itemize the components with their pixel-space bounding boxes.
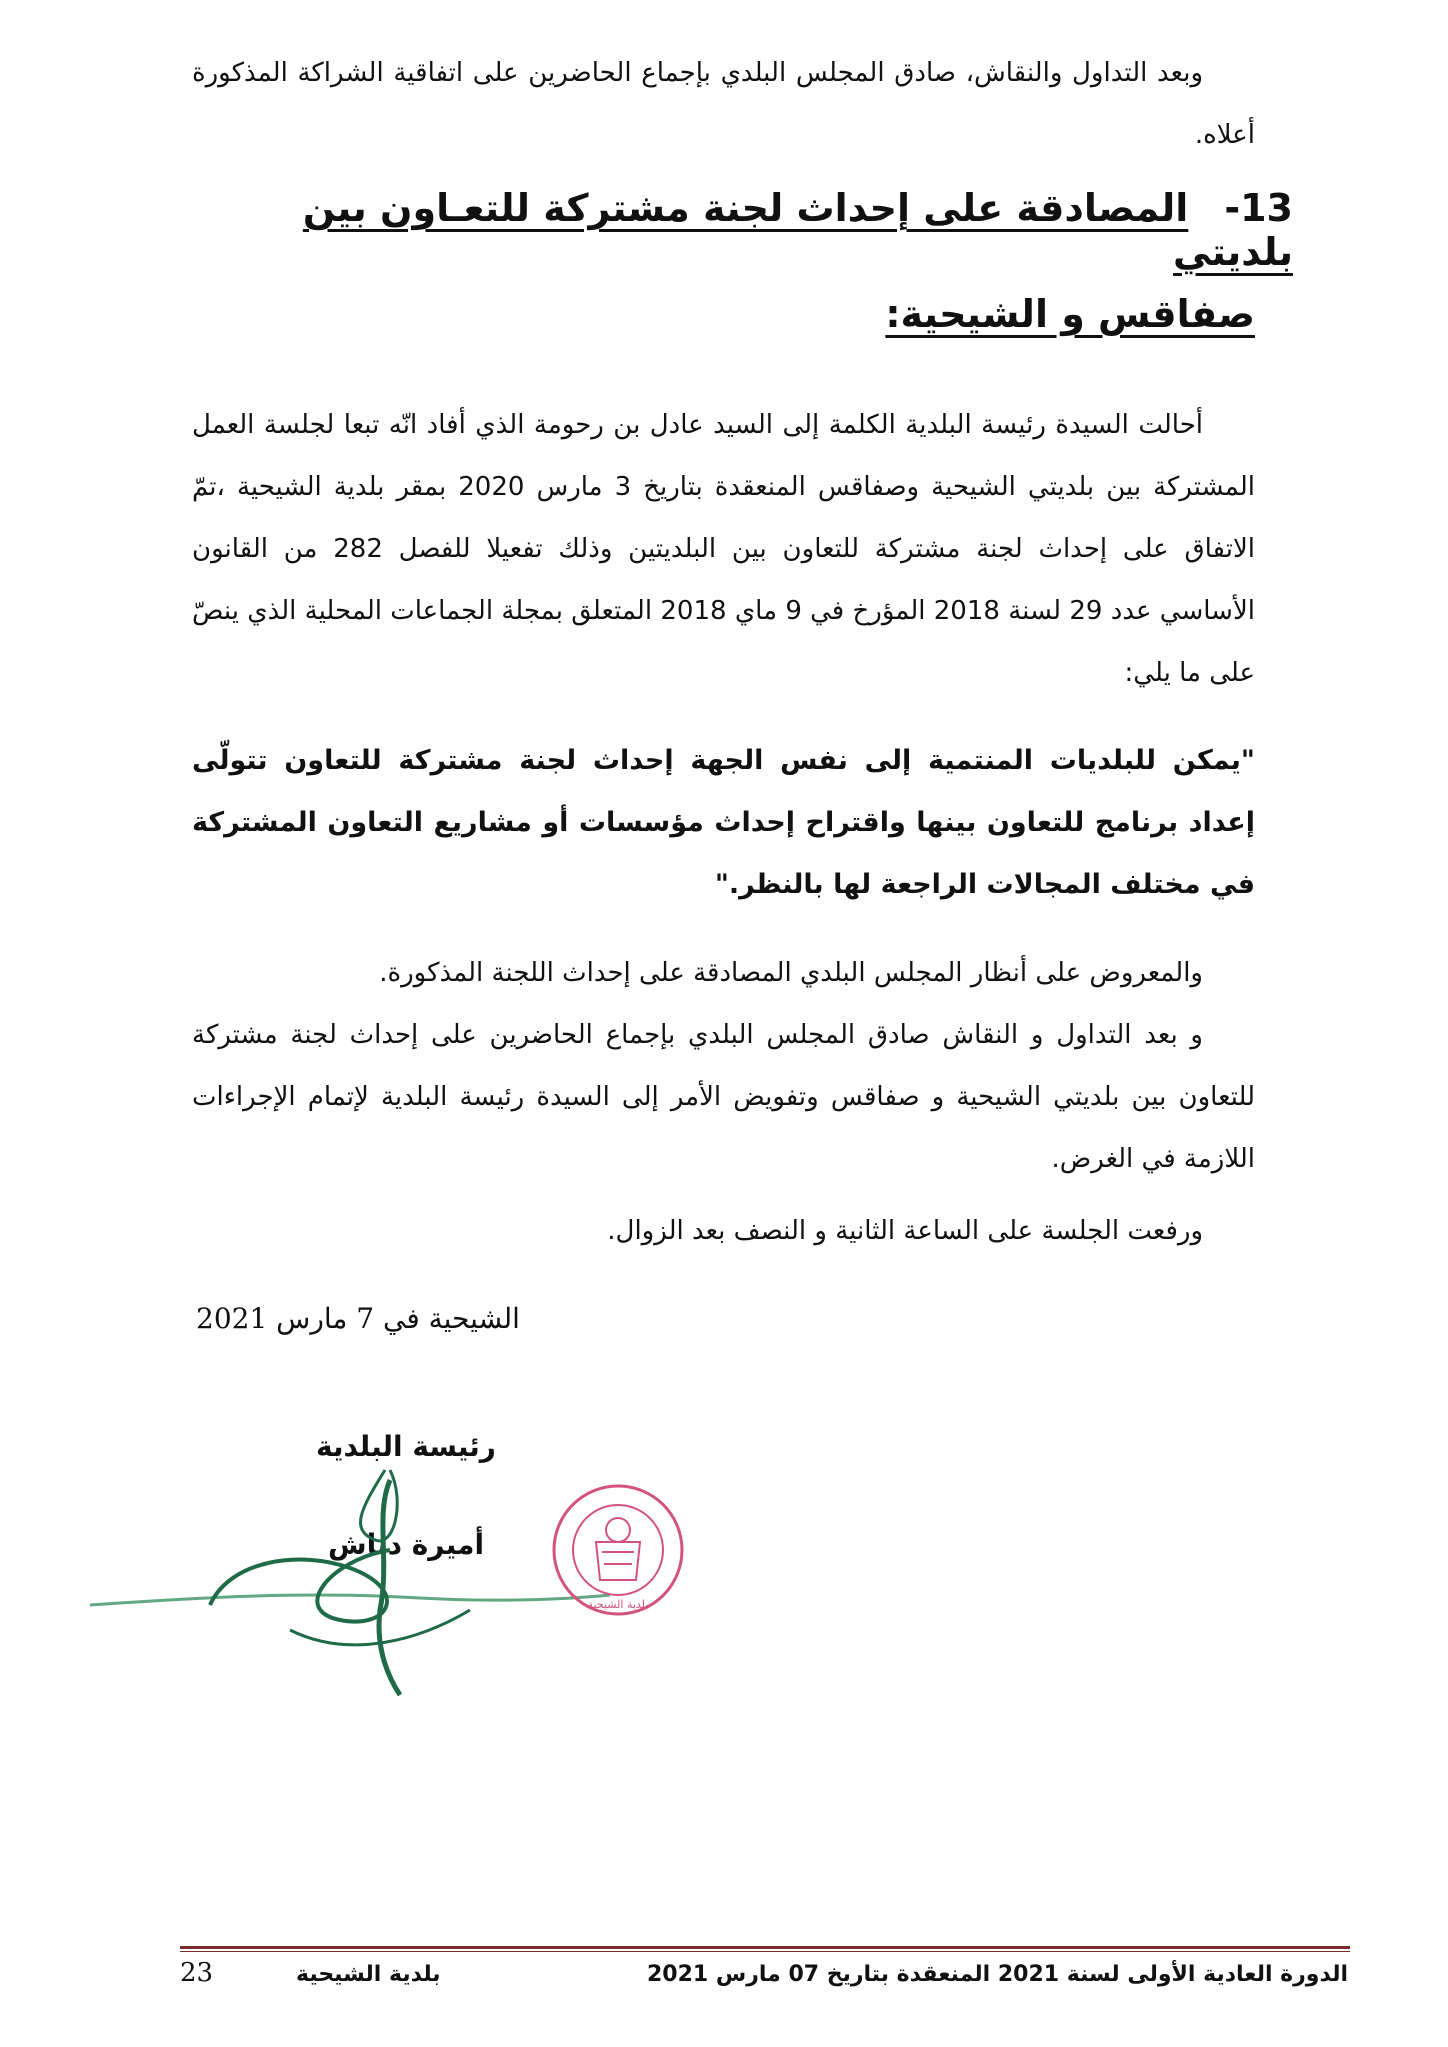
decision-paragraph: و بعد التداول و النقاش صادق المجلس البلدي بإجماع الحاضرين على إحداث لجنة مشتركة للتعاون بين بلديتي الشيحية و صفاقس وتفويض الأمر إلى السيدة رئيسة البلدية لإتمام الإجراءات اللازمة في الغرض. xyxy=(192,1020,1255,1174)
closing-paragraph: ورفعت الجلسة على الساعة الثانية و النصف بعد الزوال. xyxy=(607,1216,1203,1246)
section-number: 13- xyxy=(1224,186,1293,230)
footer-rule-thin xyxy=(180,1951,1350,1952)
signature-scribble xyxy=(90,1440,610,1700)
official-stamp xyxy=(548,1480,688,1620)
section-title-line1: المصادقة على إحداث لجنة مشتركة للتعـاون بين بلديتي xyxy=(302,186,1293,274)
section-title-line2: صفاقس و الشيحية: xyxy=(885,292,1255,336)
footer-rule-thick xyxy=(180,1946,1350,1949)
signature-title: رئيسة البلدية xyxy=(316,1430,496,1463)
section-heading-line1 xyxy=(173,186,1293,274)
date-line: الشيحية في 7 مارس 2021 xyxy=(196,1302,520,1335)
signature-name: أميرة دباش xyxy=(328,1528,485,1561)
footer-municipality: بلدية الشيحية xyxy=(296,1962,441,1987)
footer-page-number: 23 xyxy=(180,1958,214,1988)
section-heading-line2 xyxy=(135,292,1255,336)
proposal-paragraph: والمعروض على أنظار المجلس البلدي المصادقة على إحداث اللجنة المذكورة. xyxy=(379,958,1203,988)
body-paragraph: أحالت السيدة رئيسة البلدية الكلمة إلى السيد عادل بن رحومة الذي أفاد انّه تبعا لجلسة العمل المشتركة بين بلديتي الشيحية وصفاقس المنعقدة بتاريخ 3 مارس 2020 بمقر بلدية الشيحية ،تمّ الاتفاق على إحداث لجنة مشتركة للتعاون بين البلديتين وذلك تفعيلا للفصل 282 من القانون الأساسي عدد 29 لسنة 2018 المؤرخ في 9 ماي 2018 المتعلق بمجلة الجماعات المحلية الذي ينصّ على ما يلي: xyxy=(192,410,1255,688)
quote-paragraph: "يمكن للبلديات المنتمية إلى نفس الجهة إحداث لجنة مشتركة للتعاون تتولّى إعداد برنامج للتعاون بينها واقتراح إحداث مؤسسات أو مشاريع التعاون المشتركة في مختلف المجالات الراجعة لها بالنظر." xyxy=(192,745,1255,900)
footer-session: الدورة العادية الأولى لسنة 2021 المنعقدة بتاريخ 07 مارس 2021 xyxy=(646,1962,1348,1987)
intro-paragraph: وبعد التداول والنقاش، صادق المجلس البلدي بإجماع الحاضرين على اتفاقية الشراكة المذكورة أعلاه. xyxy=(192,58,1255,150)
stamp-label: بلدية الشيحية xyxy=(587,1598,649,1611)
